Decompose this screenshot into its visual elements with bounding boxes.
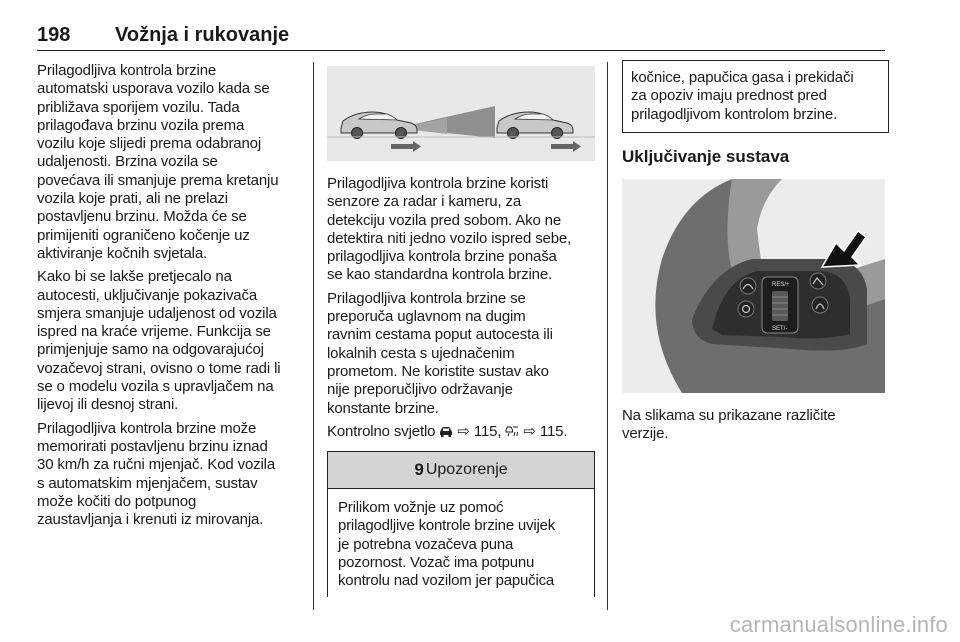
paragraph-recommendation: Prilagodljiva kontrola brzine se preporuča uglavnom na dugim ravnim cestama poput autocesta ili lokalnih cesta s ujednačenim prometom. Ne koristite sustav ako nije preporučljivo održavanje konstante brzine.	[327, 289, 553, 417]
radar-illustration	[327, 66, 595, 161]
warning-box-continued: kočnice, papučica gasa i prekidači za opoziv imaju prednost pred prilagodljivom kontrolom brzine.	[622, 60, 889, 133]
res-label: RES/+	[772, 281, 790, 288]
column-divider	[607, 62, 608, 610]
page-title: Vožnja i rukovanje	[115, 24, 290, 46]
watermark: carmanualsonline.info	[729, 612, 948, 637]
column-right	[622, 62, 887, 448]
page-reference-arrow: ⇨	[457, 422, 470, 440]
paragraph-overtaking: Kako bi se lakše pretjecalo na autocesti, uključivanje pokazivača smjera smanjuje udaljenost od vozila ispred na kraće vrijeme. Funkcija se primjenjuje samo na odgovarajućoj vozačevoj strani, ovisno o tome radi li se o modelu vozila s upravljačem na lijevoj ili desnoj strani.	[37, 268, 281, 414]
column-left	[37, 62, 305, 534]
section-heading: Uključivanje sustava	[622, 146, 790, 166]
page-reference: 115.	[539, 422, 568, 440]
warning-icon: 9	[414, 460, 424, 480]
column-divider	[313, 62, 314, 610]
warning-title: Upozorenje	[425, 461, 508, 479]
warning-body: Prilikom vožnje uz pomoć prilagodljive kontrole brzine uvijek je potrebna vozačeva puna pozornost. Vozač ima potpunu kontrolu nad vozilom jer papučica	[338, 499, 556, 590]
warning-box	[327, 451, 595, 596]
figure-caption: Na slikama su prikazane različite verzije.	[622, 406, 836, 443]
paragraph-sensors: Prilagodljiva kontrola brzine koristi senzore za radar i kameru, za detekciju vozila pred sobom. Ako ne detektira niti jedno vozilo ispred sebe, prilagodljiva kontrola brzine ponaša se kao standardna kontrola brzine.	[327, 175, 572, 284]
page-reference: 115,	[473, 422, 502, 440]
page-reference-arrow: ⇨	[523, 422, 536, 440]
page-header	[37, 20, 885, 51]
page-number: 198	[37, 24, 71, 46]
lane-indicator-icon	[505, 425, 519, 437]
paragraph-memory: Prilagodljiva kontrola brzine može memorirati postavljenu brzinu iznad 30 km/h za ručni mjenjač. Kod vozila s automatskim mjenjačem, sustav može kočiti do potpunog zaustavljanja i krenuti iz mirovanja.	[37, 419, 276, 529]
control-light-reference: Kontrolno svjetlo ⇨ 115, ⇨ 115.	[327, 422, 568, 440]
paragraph-intro: Prilagodljiva kontrola brzine automatski usporava vozilo kada se približava sporijem vozilu. Tada prilagođava brzinu vozila prema vozilu koje slijedi prema odabranoj udaljenosti. Brzina vozila se povećava ili smanjuje prema kretanju vozila koje prati, ali ne prelazi postavljenu brzinu. Možda će se primijeniti ograničeno kočenje uz aktiviranje kočnih svjetala.	[37, 62, 279, 262]
car-indicator-icon	[439, 426, 453, 437]
set-label: SET/-	[772, 325, 788, 332]
column-middle	[327, 62, 595, 597]
steering-wheel-illustration	[622, 179, 885, 393]
warning-header	[328, 452, 594, 489]
